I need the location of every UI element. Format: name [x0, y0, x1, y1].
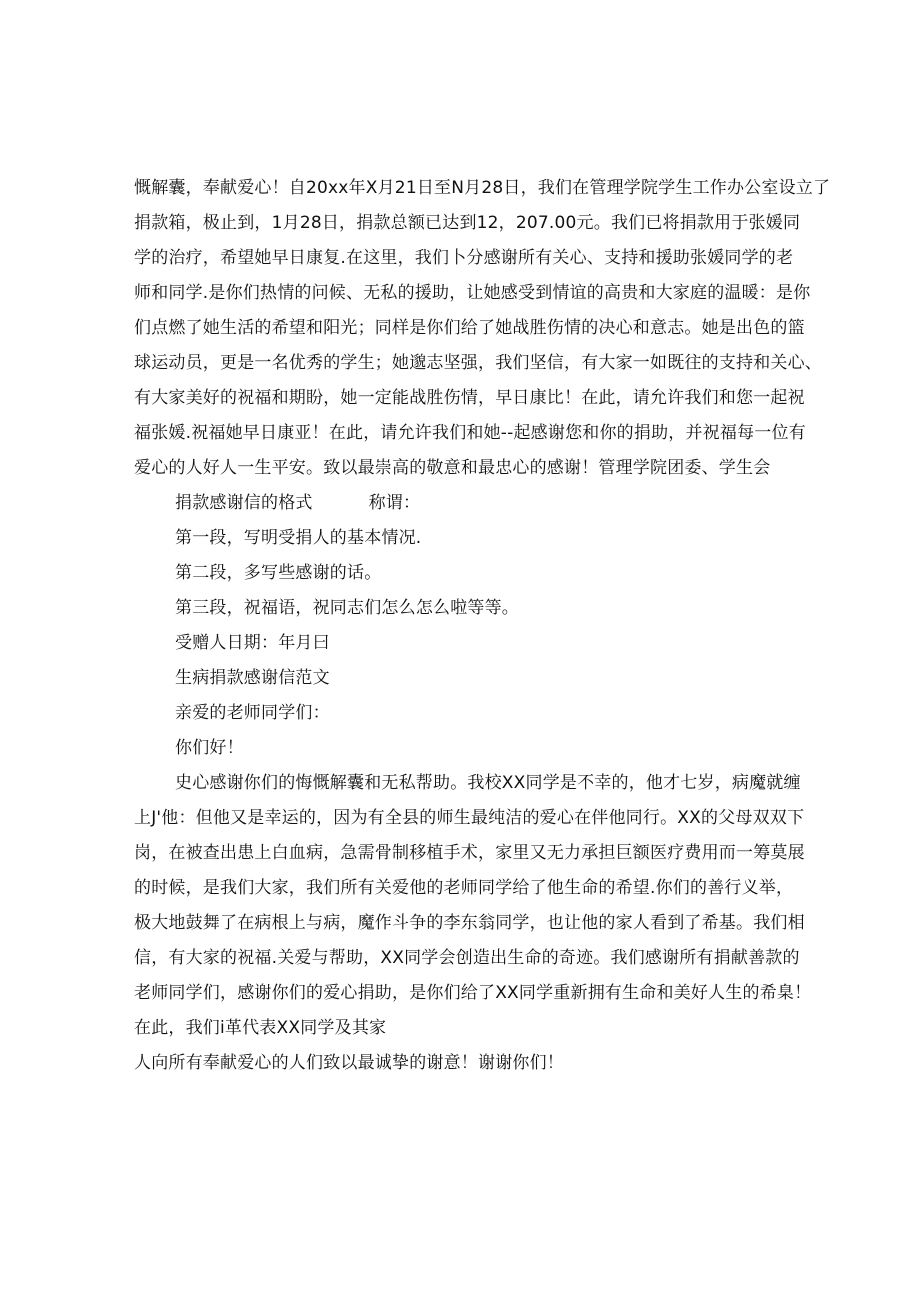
sample-body-line: 信，有大家的祝福.关爱与帮助，XX同学会创造出生命的奇迹。我们感谢所有捐献善款的	[134, 948, 800, 968]
format-item: 第一段，写明受捐人的基本情况.	[175, 528, 422, 548]
format-item: 受赠人日期：年月曰	[175, 633, 330, 653]
intro-line: 学的治疗，希望她早日康复.在这里，我们卜分感谢所有关心、支持和援助张媛同学的老	[134, 248, 794, 268]
intro-line: 福张媛.祝福她早日康亚！在此，请允许我们和她--起感谢您和你的捐助，并祝福每一位有	[134, 423, 806, 443]
sample-hello: 你们好！	[175, 738, 244, 758]
sample-body-line: 极大地鼓舞了在病根上与病，魔作斗争的李东翁同学，也让他的家人看到了希基。我们相	[134, 913, 805, 933]
intro-line: 有大家美好的祝福和期盼，她一定能战胜伤情，早日康比！在此，请允许我们和您一起祝	[134, 388, 805, 408]
format-heading-line	[175, 491, 835, 515]
intro-line: 慨解囊，奉献爱心！自20xx年X月21日至N月28日，我们在管理学院学生工作办公室设立了	[134, 178, 831, 198]
intro-line: 球运动员，更是一名优秀的学生；她邈志坚强，我们坚信，有大家一如既往的支持和关心、	[134, 353, 822, 373]
format-heading: 捐款感谢信的格式	[175, 493, 313, 513]
sample-body-line: 的时候，是我们大家，我们所有关爱他的老师同学给了他生命的希望.你们的善行义举，	[134, 878, 794, 898]
intro-line: 们点燃了她生活的希望和阳光；同样是你们给了她战胜伤情的决心和意志。她是出色的篮	[134, 318, 805, 338]
intro-line: 爱心的人好人一生平安。致以最崇高的敬意和最忠心的感谢！管理学院团委、学生会	[134, 458, 771, 478]
sample-body-line: 在此，我们i革代表XX同学及其家	[134, 1018, 387, 1038]
sample-body-line: 人向所有奉献爱心的人们致以最诚挚的谢意！谢谢你们！	[134, 1053, 564, 1073]
sample-title: 生病捐款感谢信范文	[175, 668, 330, 688]
format-item: 第二段，多写些感谢的话。	[175, 563, 382, 583]
format-salutation: 称谓：	[368, 493, 421, 513]
sample-body-line: 上J'他：但他又是幸运的，因为有全县的师生最纯洁的爱心在伴他同行。XX的父母双双下	[134, 808, 805, 828]
format-item: 第三段，祝福语，祝同志们怎么怎么啦等等。	[175, 598, 519, 618]
sample-body-line: 史心感谢你们的悔慨解囊和无私帮助。我校XX同学是不幸的，他才七岁，病魔就缠	[175, 773, 801, 793]
intro-line: 捐款箱，极止到，1月28日，捐款总额已达到12，207.00元。我们已将捐款用于张媛同	[134, 213, 801, 233]
sample-greeting: 亲爱的老师同学们：	[175, 703, 330, 723]
sample-body-line: 老师同学们，感谢你们的爱心捐助，是你们给了XX同学重新拥有生命和美好人生的希臬！	[134, 983, 812, 1003]
intro-line: 师和同学.是你们热情的问候、无私的援助，让她感受到情谊的高贵和大家庭的温暖：是你	[134, 283, 811, 303]
sample-body-line: 岗，在被查出患上白血病，急需骨制移植手术，家里又无力承担巨额医疗费用而一筹莫展	[134, 843, 805, 863]
